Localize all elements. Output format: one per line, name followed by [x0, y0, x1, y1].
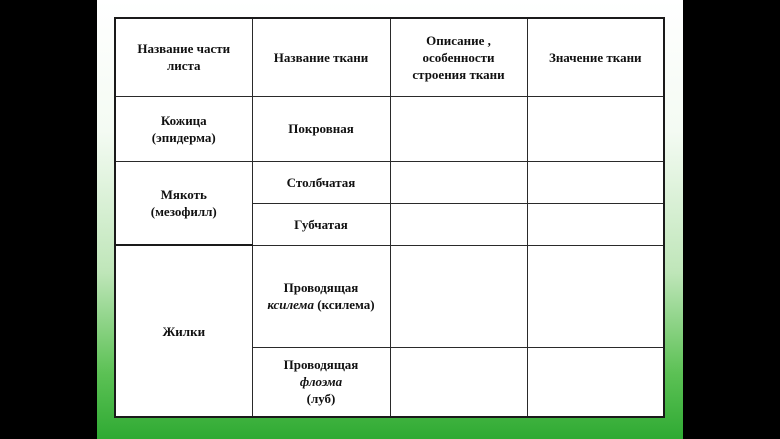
cell-tissue-palisade: Столбчатая [252, 161, 390, 203]
cell-meaning-phloem [527, 347, 664, 417]
header-description: Описание , особенности строения ткани [390, 18, 527, 96]
header-row [115, 18, 664, 96]
cell-description-xylem [390, 245, 527, 347]
cell-part-veins: Жилки [115, 245, 252, 417]
part-skin-line1: Кожица [160, 112, 207, 128]
part-skin-line2: (эпидерма) [151, 129, 216, 145]
cell-tissue-spongy: Губчатая [252, 203, 390, 245]
cell-tissue-skin: Покровная [252, 96, 390, 161]
leaf-structure-table [114, 17, 665, 418]
part-mesophyll-line1: Мякоть [160, 186, 207, 202]
cell-meaning-palisade [527, 161, 664, 203]
header-meaning: Значение ткани [527, 18, 664, 96]
cell-meaning-skin [527, 96, 664, 161]
cell-description-skin [390, 96, 527, 161]
xylem-line1: Проводящая [283, 280, 359, 295]
cell-part-mesophyll [115, 161, 252, 245]
table-row-skin [115, 96, 664, 161]
header-part: Название части листа [115, 18, 252, 96]
phloem-line1: Проводящая [283, 357, 359, 373]
cell-meaning-spongy [527, 203, 664, 245]
cell-part-skin [115, 96, 252, 161]
phloem-line3: (луб) [306, 391, 336, 407]
xylem-rest: (ксилема) [313, 297, 375, 312]
table-row-palisade [115, 161, 664, 203]
xylem-italic: ксилема [267, 297, 314, 312]
cell-tissue-xylem [252, 245, 390, 347]
phloem-italic: флоэма [299, 374, 343, 390]
header-tissue: Название ткани [252, 18, 390, 96]
cell-meaning-xylem [527, 245, 664, 347]
table-row-xylem [115, 245, 664, 347]
cell-description-phloem [390, 347, 527, 417]
part-mesophyll-line2: (мезофилл) [150, 203, 217, 219]
cell-description-palisade [390, 161, 527, 203]
cell-description-spongy [390, 203, 527, 245]
cell-tissue-phloem [252, 347, 390, 417]
